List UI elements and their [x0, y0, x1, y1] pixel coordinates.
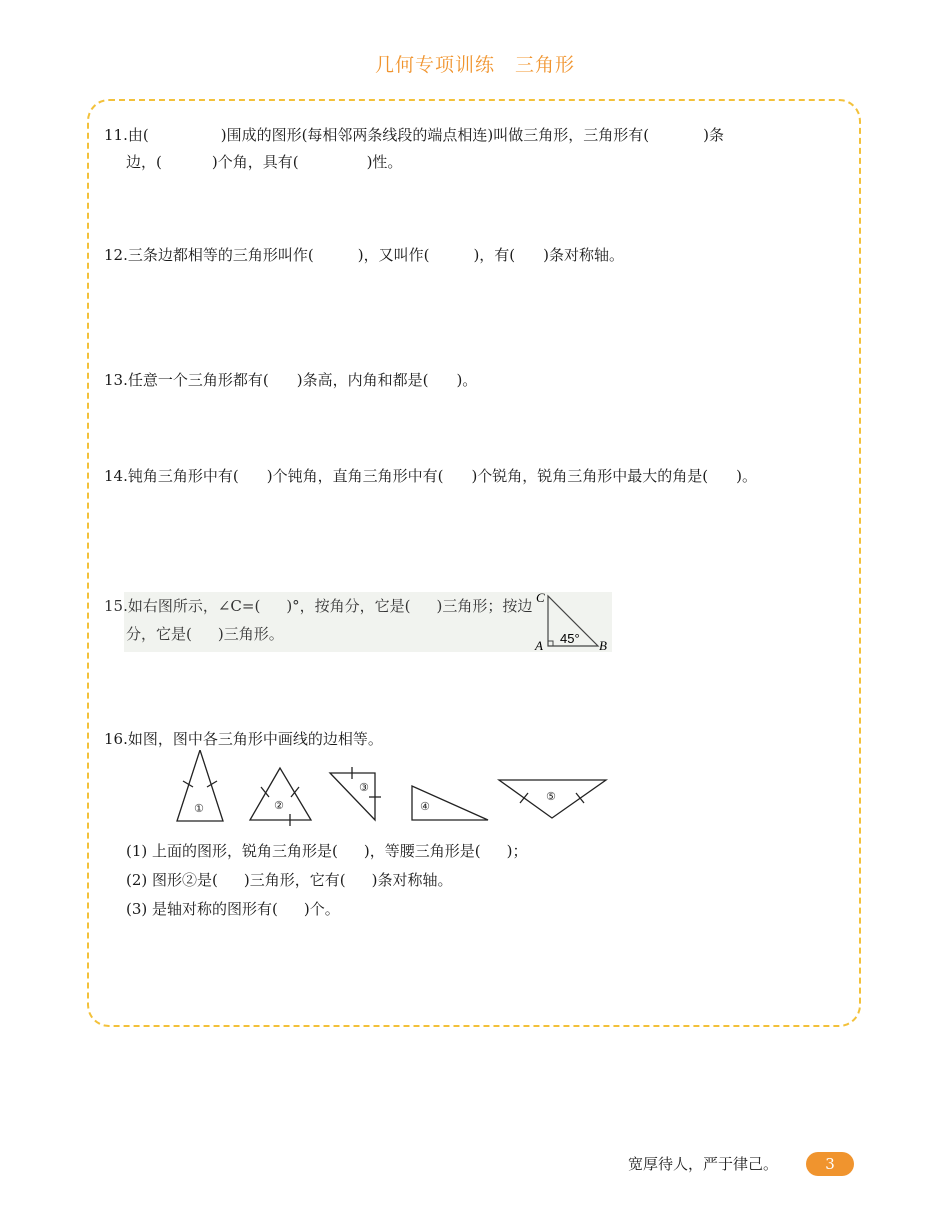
- page-title: 几何专项训练 三角形: [374, 54, 575, 76]
- tick-mark: [576, 793, 584, 803]
- right-angle-mark: [548, 641, 553, 646]
- label-1: ①: [194, 802, 204, 815]
- question-16-sub-3: (3) 是轴对称的图形有( )个。: [126, 900, 340, 918]
- angle-label: 45°: [560, 631, 580, 646]
- triangles-figure: [170, 750, 620, 830]
- label-3: ③: [359, 781, 369, 794]
- question-12: 12.三条边都相等的三角形叫作( )，又叫作( )，有( )条对称轴。: [104, 246, 625, 264]
- footer-motto: 宽厚待人，严于律己。: [627, 1155, 778, 1173]
- question-16-sub-2: (2) 图形②是( )三角形，它有( )条对称轴。: [126, 871, 453, 889]
- question-11-line2: 边，( )个角，具有( )性。: [126, 153, 403, 171]
- right-triangle-figure: [530, 588, 620, 654]
- label-b: B: [599, 638, 607, 653]
- label-5: ⑤: [546, 790, 556, 803]
- label-a: A: [535, 638, 543, 653]
- label-4: ④: [420, 800, 430, 813]
- question-15: 15.如右图所示，∠C=( )°，按角分，它是( )三角形；按边: [104, 597, 533, 615]
- question-13: 13.任意一个三角形都有( )条高，内角和都是( )。: [104, 371, 478, 389]
- question-15-line2: 分，它是( )三角形。: [126, 625, 284, 643]
- question-16-sub-1: (1) 上面的图形，锐角三角形是( )，等腰三角形是( )；: [126, 842, 528, 860]
- question-11: 11.由( )围成的图形(每相邻两条线段的端点相连)叫做三角形，三角形有( )条: [104, 126, 724, 144]
- label-c: C: [536, 590, 545, 605]
- label-2: ②: [274, 799, 284, 812]
- tick-mark: [520, 793, 528, 803]
- triangle-2: [250, 768, 311, 820]
- question-16: 16.如图，图中各三角形中画线的边相等。: [104, 730, 383, 748]
- question-14: 14.钝角三角形中有( )个钝角，直角三角形中有( )个锐角，锐角三角形中最大的角是( )。: [104, 467, 758, 485]
- page-number-badge: 3: [806, 1152, 854, 1176]
